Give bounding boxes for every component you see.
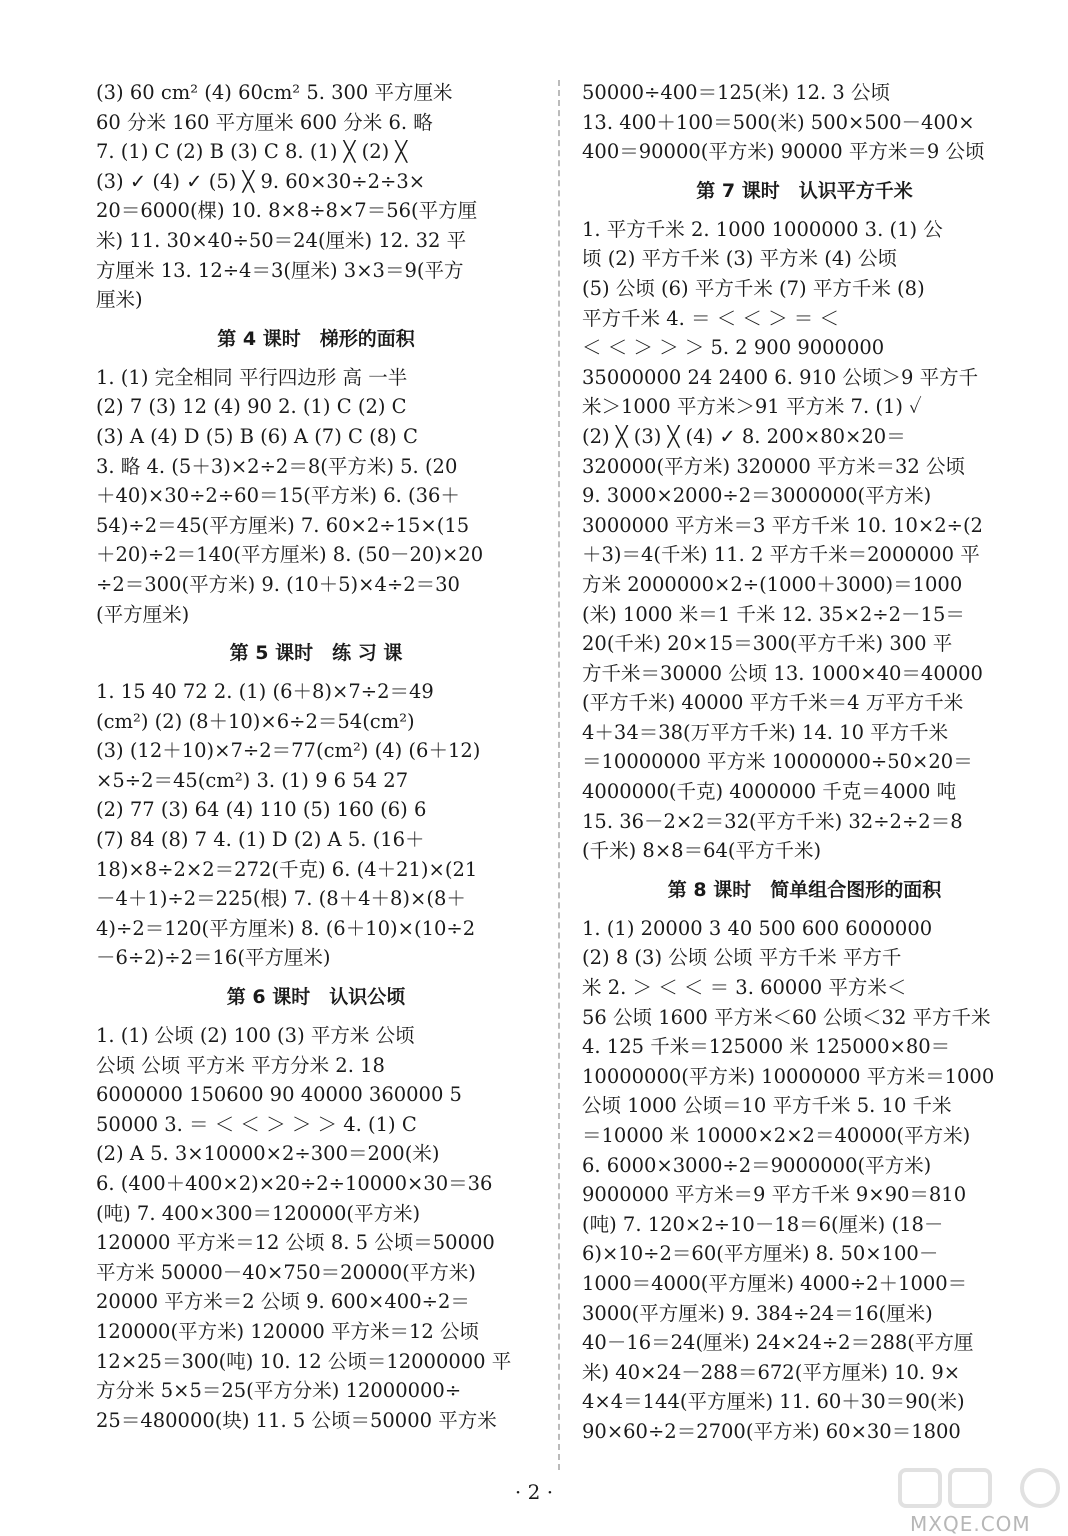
answer-line: 米) 11. 30×40÷50＝24(厘米) 12. 32 平: [96, 228, 467, 252]
answer-line: 1. 平方千米 2. 1000 1000000 3. (1) 公: [582, 217, 943, 241]
answer-line: 米 2. ＞ ＜ ＜ ＝ 3. 60000 平方米＜: [582, 976, 907, 1000]
answer-line: 1000＝4000(平方厘米) 4000÷2＋1000＝: [582, 1271, 968, 1295]
answer-line: 1. (1) 20000 3 40 500 600 6000000: [582, 916, 933, 940]
answer-line: 50000÷400＝125(米) 12. 3 公顷: [582, 81, 891, 104]
answer-line: 9. 3000×2000÷2＝3000000(平方米): [582, 484, 932, 508]
answer-line: 方米 2000000×2÷(1000＋3000)＝1000: [582, 572, 963, 596]
answer-line: 35000000 24 2400 6. 910 公顷＞9 平方千: [582, 365, 979, 389]
answer-line: 13. 400＋100＝500(米) 500×500－400×: [582, 110, 975, 134]
answer-line: 7. (1) C (2) B (3) C 8. (1) ╳ (2) ╳: [96, 140, 408, 164]
answer-line: －4＋1)÷2＝225(根) 7. (8＋4＋8)×(8＋: [96, 887, 466, 911]
answer-line: 15. 36－2×2＝32(平方千米) 32÷2÷2＝8: [582, 809, 963, 833]
column-divider: [558, 80, 560, 1470]
answer-line: (吨) 7. 120×2÷10－18＝6(厘米) (18－: [582, 1212, 944, 1236]
answer-line: 公顷 公顷 平方米 平方分米 2. 18: [96, 1053, 385, 1077]
answer-line: 6. 6000×3000÷2＝9000000(平方米): [582, 1153, 932, 1177]
answer-line: ＝10000 米 10000×2×2＝40000(平方米): [582, 1124, 971, 1147]
answer-line: (千米) 8×8＝64(平方千米): [582, 839, 822, 863]
answer-line: 4＋34＝38(万平方千米) 14. 10 平方千米: [582, 720, 949, 744]
answer-line: 方分米 5×5＝25(平方分米) 12000000÷: [96, 1379, 462, 1403]
answer-line: (3) A (4) D (5) B (6) A (7) C (8) C: [96, 424, 418, 448]
answer-line: －6÷2)÷2＝16(平方厘米): [96, 946, 331, 970]
answer-line: 平方千米 4. ＝ ＜ ＜ ＞ ＝ ＜: [582, 306, 839, 330]
answer-line: (平方千米) 40000 平方千米＝4 万平方千米: [582, 691, 964, 715]
answer-line: 20＝6000(棵) 10. 8×8÷8×7＝56(平方厘: [96, 199, 478, 223]
answer-line: 6. (400＋400×2)×20÷2÷10000×30＝36: [96, 1172, 493, 1195]
answer-line: 90×60÷2＝2700(平方米) 60×30＝1800: [582, 1419, 961, 1443]
answer-line: ＋40)×30÷2÷60＝15(平方米) 6. (36＋: [96, 484, 460, 508]
answer-line: (2) 77 (3) 64 (4) 110 (5) 160 (6) 6: [96, 798, 427, 822]
answer-line: 20000 平方米＝2 公顷 9. 600×400÷2＝: [96, 1290, 470, 1314]
answer-line: 25＝480000(块) 11. 5 公顷＝50000 平方米: [96, 1408, 497, 1432]
answer-line: 3000(平方厘米) 9. 384÷24＝16(厘米): [582, 1301, 933, 1325]
answer-line: 120000(平方米) 120000 平方米＝12 公顷: [96, 1319, 480, 1343]
answer-line: (3) 60 cm² (4) 60cm² 5. 300 平方厘米: [96, 81, 453, 104]
answer-line: 120000 平方米＝12 公顷 8. 5 公顷＝50000: [96, 1231, 495, 1255]
answer-line: 米＞1000 平方米＞91 平方米 7. (1) ✓: [582, 395, 922, 419]
answer-line: 4×4＝144(平方厘米) 11. 60＋30＝90(米): [582, 1390, 965, 1414]
answer-line: (2) 8 (3) 公顷 公顷 平方千米 平方千: [582, 946, 902, 970]
section-heading: 第 8 课时 简单组合图形的面积: [667, 878, 942, 901]
answer-line: 12×25＝300(吨) 10. 12 公顷＝12000000 平: [96, 1349, 512, 1373]
answer-line: (平方厘米): [96, 602, 190, 626]
answer-line: 60 分米 160 平方厘米 600 分米 6. 略: [96, 110, 433, 134]
section-heading: 第 7 课时 认识平方千米: [696, 179, 913, 202]
answer-line: 米) 40×24－288＝672(平方厘米) 10. 9×: [582, 1360, 961, 1384]
answer-line: 10000000(平方米) 10000000 平方米＝1000: [582, 1064, 995, 1088]
answer-line: 6)×10÷2＝60(平方厘米) 8. 50×100－: [582, 1242, 939, 1266]
watermark-text: MXQE.COM: [910, 1512, 1031, 1536]
answer-line: 320000(平方米) 320000 平方米＝32 公顷: [582, 454, 966, 478]
answer-line: 1. (1) 完全相同 平行四边形 高 一半: [96, 365, 408, 389]
answer-line: (2) ╳ (3) ╳ (4) ✓ 8. 200×80×20＝: [582, 424, 906, 448]
answer-line: ÷2＝300(平方米) 9. (10＋5)×4÷2＝30: [96, 572, 460, 596]
answer-column-left: [96, 78, 536, 1435]
answer-line: 4. 125 千米＝125000 米 125000×80＝: [582, 1035, 951, 1059]
answer-line: 公顷 1000 公顷＝10 平方千米 5. 10 千米: [582, 1094, 952, 1118]
answer-line: 顷 (2) 平方千米 (3) 平方米 (4) 公顷: [582, 247, 898, 271]
answer-line: 4000000(千克) 4000000 千克＝4000 吨: [582, 780, 957, 804]
answer-line: ＋20)÷2＝140(平方厘米) 8. (50－20)×20: [96, 543, 484, 567]
answer-line: (吨) 7. 400×300＝120000(平方米): [96, 1201, 421, 1225]
answer-line: 20(千米) 20×15＝300(平方千米) 300 平: [582, 632, 953, 656]
answer-line: 平方米 50000－40×750＝20000(平方米): [96, 1260, 476, 1284]
answer-line: 18)×8÷2×2＝272(千克) 6. (4＋21)×(21: [96, 857, 478, 881]
answer-line: (cm²) (2) (8＋10)×6÷2＝54(cm²): [96, 709, 415, 733]
section-heading: 第 5 课时 练 习 课: [229, 642, 403, 665]
answer-line: ＝10000000 平方米 10000000÷50×20＝: [582, 750, 973, 774]
section-heading: 第 6 课时 认识公顷: [226, 986, 406, 1009]
answer-line: (3) ✓ (4) ✓ (5) ╳ 9. 60×30÷2÷3×: [96, 169, 426, 193]
answer-line: 3000000 平方米＝3 平方千米 10. 10×2÷(2: [582, 513, 983, 537]
answer-line: (2) A 5. 3×10000×2÷300＝200(米): [96, 1142, 440, 1166]
answer-line: (2) 7 (3) 12 (4) 90 2. (1) C (2) C: [96, 395, 407, 419]
answer-line: 56 公顷 1600 平方米＜60 公顷＜32 平方千米: [582, 1005, 991, 1029]
answer-line: 50000 3. ＝ ＜ ＜ ＞ ＞ ＞ 4. (1) C: [96, 1112, 417, 1136]
answer-line: ＋3)＝4(千米) 11. 2 平方千米＝2000000 平: [582, 543, 980, 567]
answer-line: 1. 15 40 72 2. (1) (6＋8)×7÷2＝49: [96, 680, 434, 704]
answer-line: ×5÷2＝45(cm²) 3. (1) 9 6 54 27: [96, 768, 409, 792]
answer-line: (5) 公顷 (6) 平方千米 (7) 平方千米 (8): [582, 276, 925, 300]
answer-line: 6000000 150600 90 40000 360000 5: [96, 1083, 462, 1107]
answer-line: 54)÷2＝45(平方厘米) 7. 60×2÷15×(15: [96, 513, 470, 537]
section-heading: 第 4 课时 梯形的面积: [217, 327, 415, 350]
answer-line: (3) (12＋10)×7÷2＝77(cm²) (4) (6＋12): [96, 739, 481, 763]
answer-line: 9000000 平方米＝9 平方千米 9×90＝810: [582, 1183, 967, 1207]
answer-line: 方厘米 13. 12÷4＝3(厘米) 3×3＝9(平方: [96, 258, 464, 282]
answer-line: (米) 1000 米＝1 千米 12. 35×2÷2－15＝: [582, 602, 965, 626]
answer-column-right: [582, 78, 1027, 1447]
answer-line: ＜ ＜ ＞ ＞ ＞ 5. 2 900 9000000: [582, 336, 885, 360]
answer-line: 400＝90000(平方米) 90000 平方米＝9 公顷: [582, 140, 985, 164]
answer-line: 3. 略 4. (5＋3)×2÷2＝8(平方米) 5. (20: [96, 454, 458, 478]
answer-line: (7) 84 (8) 7 4. (1) D (2) A 5. (16＋: [96, 828, 425, 852]
answer-line: 方千米＝30000 公顷 13. 1000×40＝40000: [582, 661, 983, 685]
answer-line: 1. (1) 公顷 (2) 100 (3) 平方米 公顷: [96, 1024, 415, 1048]
answer-line: 40－16＝24(厘米) 24×24÷2＝288(平方厘: [582, 1331, 974, 1355]
page-number: · 2 ·: [514, 1480, 554, 1504]
answer-line: 4)÷2＝120(平方厘米) 8. (6＋10)×(10÷2: [96, 916, 476, 940]
answer-line: 厘米): [96, 288, 143, 312]
